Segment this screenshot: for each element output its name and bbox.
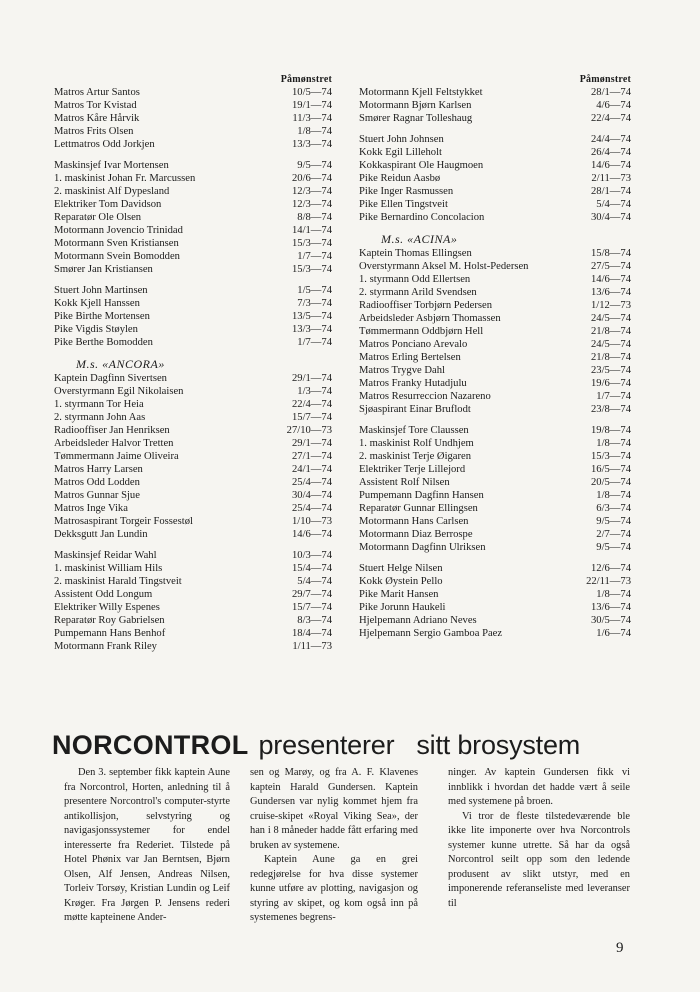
signed-on-date: 1/8—74: [297, 126, 332, 137]
crew-name: Smører Ragnar Tolleshaug: [359, 113, 473, 124]
crew-entry: [359, 172, 631, 185]
headline-end: sitt brosystem: [416, 730, 581, 760]
crew-entry: [54, 125, 332, 138]
crew-entry: [359, 312, 631, 325]
crew-list-right: [359, 74, 631, 640]
crew-name: Maskinsjef Reidar Wahl: [54, 550, 157, 561]
signed-on-date: 30/5—74: [590, 615, 631, 626]
crew-name: Pike Berthe Bomodden: [54, 337, 153, 348]
signed-on-date: 10/3—74: [291, 550, 332, 561]
crew-entry: [359, 627, 631, 640]
signed-on-date: 1/8—74: [596, 438, 631, 449]
crew-name: Smører Jan Kristiansen: [54, 264, 153, 275]
signed-on-date: 20/6—74: [291, 173, 332, 184]
crew-name: Matros Resurreccion Nazareno: [359, 391, 491, 402]
crew-name: Hjelpemann Adriano Neves: [359, 615, 477, 626]
crew-entry: [54, 476, 332, 489]
signed-on-date: 1/8—74: [596, 490, 631, 501]
crew-entry: [54, 640, 332, 653]
crew-name: Overstyrmann Egil Nikolaisen: [54, 386, 184, 397]
crew-entry: [359, 286, 631, 299]
crew-entry: [54, 372, 332, 385]
crew-entry: [359, 515, 631, 528]
article-paragraph: sen og Marøy, og fra A. F. Klavenes kaptein Harald Gundersen. Kaptein Gundersen var nylig kommet hjem fra cruise-skipet «Royal Viking Sea», der han i 8 måneder hadde fått erfaring med bruken av systemene.: [250, 767, 418, 851]
crew-name: Hjelpemann Sergio Gamboa Paez: [359, 628, 503, 639]
ship-heading: M.s. «ACINA»: [381, 232, 458, 246]
crew-entry: [359, 260, 631, 273]
column-header: Påmønstret: [280, 74, 332, 85]
signed-on-date: 23/8—74: [590, 404, 631, 415]
signed-on-date: 1/3—74: [297, 386, 332, 397]
crew-name: Motormann Svein Bomodden: [54, 251, 180, 262]
crew-name: Motormann Jovencio Trinidad: [54, 225, 183, 236]
crew-entry: [359, 198, 631, 211]
crew-entry: [359, 146, 631, 159]
signed-on-date: 9/5—74: [596, 516, 631, 527]
crew-entry: [54, 211, 332, 224]
crew-name: 1. styrmann Odd Ellertsen: [359, 274, 471, 285]
crew-name: 1. maskinist William Hils: [54, 563, 163, 574]
crew-entry: [359, 364, 631, 377]
crew-entry: [54, 450, 332, 463]
crew-entry: [359, 450, 631, 463]
crew-entry: [359, 502, 631, 515]
signed-on-date: 1/6—74: [596, 628, 631, 639]
signed-on-date: 14/1—74: [291, 225, 332, 236]
signed-on-date: 21/8—74: [590, 326, 631, 337]
signed-on-date: 6/3—74: [596, 503, 631, 514]
crew-entry: [54, 601, 332, 614]
crew-name: Pike Inger Rasmussen: [359, 186, 454, 197]
signed-on-date: 16/5—74: [590, 464, 631, 475]
crew-entry: [359, 390, 631, 403]
signed-on-date: 22/4—74: [590, 113, 631, 124]
signed-on-date: 15/3—74: [291, 238, 332, 249]
article-column-3: [448, 766, 630, 911]
crew-entry: [54, 185, 332, 198]
crew-entry: [54, 310, 332, 323]
ship-heading: M.s. «ANCORA»: [76, 357, 165, 371]
crew-entry: [54, 489, 332, 502]
crew-name: Stuert Helge Nilsen: [359, 563, 443, 574]
crew-name: Assistent Odd Longum: [54, 589, 153, 600]
signed-on-date: 27/5—74: [590, 261, 631, 272]
crew-entry: [359, 112, 631, 125]
signed-on-date: 24/5—74: [590, 339, 631, 350]
crew-name: Reparatør Gunnar Ellingsen: [359, 503, 478, 514]
signed-on-date: 1/7—74: [297, 337, 332, 348]
crew-entry: [54, 172, 332, 185]
crew-entry: [359, 159, 631, 172]
signed-on-date: 19/6—74: [590, 378, 631, 389]
crew-entry: [359, 541, 631, 554]
crew-name: 2. maskinist Alf Dypesland: [54, 186, 170, 197]
signed-on-date: 13/6—74: [590, 287, 631, 298]
article-headline: [52, 728, 632, 762]
crew-entry: [54, 224, 332, 237]
crew-entry: [359, 86, 631, 99]
signed-on-date: 12/3—74: [291, 186, 332, 197]
crew-name: Matros Gunnar Sjue: [54, 490, 140, 501]
crew-entry: [359, 247, 631, 260]
article-paragraph: Kaptein Aune ga en grei redegjørelse for hva disse systemer kunne utføre av plotting, navigasjon og styring av skipet, og kom også inn på systemenes begrens-: [250, 854, 418, 923]
crew-entry: [359, 476, 631, 489]
crew-entry: [359, 211, 631, 224]
signed-on-date: 15/8—74: [590, 248, 631, 259]
signed-on-date: 18/4—74: [291, 628, 332, 639]
crew-entry: [359, 562, 631, 575]
signed-on-date: 8/8—74: [297, 212, 332, 223]
crew-entry: [54, 575, 332, 588]
signed-on-date: 15/4—74: [291, 563, 332, 574]
crew-name: Radiooffiser Torbjørn Pedersen: [359, 300, 493, 311]
crew-name: Motormann Dagfinn Ulriksen: [359, 542, 486, 553]
signed-on-date: 21/8—74: [590, 352, 631, 363]
signed-on-date: 4/6—74: [596, 100, 631, 111]
signed-on-date: 14/6—74: [291, 529, 332, 540]
crew-entry: [359, 463, 631, 476]
signed-on-date: 30/4—74: [291, 490, 332, 501]
crew-entry: [359, 575, 631, 588]
crew-entry: [54, 502, 332, 515]
crew-entry: [54, 627, 332, 640]
signed-on-date: 1/7—74: [297, 251, 332, 262]
crew-name: Tømmermann Jaime Oliveira: [54, 451, 179, 462]
signed-on-date: 10/5—74: [291, 87, 332, 98]
crew-name: Matros Erling Bertelsen: [359, 352, 461, 363]
crew-name: Arbeidsleder Asbjørn Thomassen: [359, 313, 501, 324]
headline-mid: presenterer: [258, 730, 395, 760]
crew-entry: [54, 614, 332, 627]
crew-entry: [359, 403, 631, 416]
crew-name: Motormann Sven Kristiansen: [54, 238, 179, 249]
crew-entry: [54, 237, 332, 250]
signed-on-date: 19/8—74: [590, 425, 631, 436]
crew-entry: [54, 86, 332, 99]
crew-entry: [54, 112, 332, 125]
crew-entry: [54, 159, 332, 172]
crew-name: Motormann Frank Riley: [54, 641, 157, 652]
signed-on-date: 14/6—74: [590, 160, 631, 171]
crew-name: Pumpemann Dagfinn Hansen: [359, 490, 484, 501]
crew-name: Pike Birthe Mortensen: [54, 311, 150, 322]
crew-name: 1. styrmann Tor Heia: [54, 399, 144, 410]
article-column-1: Den 3. september fikk kaptein Aune fra Norcontrol, Horten, anledning til å presentere Norcontrol's computer-styrte antikollisjon, selvstyring og navigasjonssystemer for endel interesserte fra Rederiet. Tilstede på Hotel Phønix var Jan Berntsen, Bjørn Olsen, Alf Jensen, Andreas Nilsen, Torleiv Torsøy, Kristian Lundin og Leif Krøger. Fra Jørgen P. Jensens rederi møtte kapteinene Ander-: [64, 767, 230, 923]
crew-name: Overstyrmann Aksel M. Holst-Pedersen: [359, 261, 529, 272]
crew-name: Matrosaspirant Torgeir Fossestøl: [54, 516, 193, 527]
crew-name: Matros Franky Hutadjulu: [359, 378, 467, 389]
crew-entry: [359, 424, 631, 437]
crew-name: Kokk Øystein Pello: [359, 576, 443, 587]
crew-name: 2. maskinist Terje Øigaren: [359, 451, 472, 462]
crew-name: Motormann Bjørn Karlsen: [359, 100, 472, 111]
signed-on-date: 13/3—74: [291, 139, 332, 150]
crew-entry: [54, 323, 332, 336]
crew-entry: [359, 614, 631, 627]
crew-name: Motormann Kjell Feltstykket: [359, 87, 483, 98]
signed-on-date: 9/5—74: [596, 542, 631, 553]
crew-entry: [359, 133, 631, 146]
signed-on-date: 2/11—73: [591, 173, 631, 184]
signed-on-date: 1/5—74: [297, 285, 332, 296]
crew-entry: [54, 250, 332, 263]
signed-on-date: 7/3—74: [297, 298, 332, 309]
crew-name: Matros Kåre Hårvik: [54, 113, 140, 124]
signed-on-date: 25/4—74: [291, 503, 332, 514]
signed-on-date: 13/5—74: [291, 311, 332, 322]
crew-name: Kaptein Dagfinn Sivertsen: [54, 373, 167, 384]
crew-name: Pike Jorunn Haukeli: [359, 602, 446, 613]
crew-name: Tømmermann Oddbjørn Hell: [359, 326, 484, 337]
crew-name: 1. maskinist Johan Fr. Marcussen: [54, 173, 196, 184]
crew-list-left: [54, 74, 332, 653]
signed-on-date: 12/6—74: [590, 563, 631, 574]
signed-on-date: 1/10—73: [291, 516, 332, 527]
crew-name: Pike Vigdis Støylen: [54, 324, 138, 335]
crew-name: Radiooffiser Jan Henriksen: [54, 425, 170, 436]
crew-name: Pike Bernardino Concolacion: [359, 212, 485, 223]
signed-on-date: 26/4—74: [590, 147, 631, 158]
crew-entry: [54, 336, 332, 349]
crew-name: Matros Artur Santos: [54, 87, 140, 98]
signed-on-date: 2/7—74: [596, 529, 631, 540]
crew-entry: [54, 297, 332, 310]
crew-name: Lettmatros Odd Jorkjen: [54, 139, 155, 150]
crew-entry: [359, 528, 631, 541]
signed-on-date: 13/6—74: [590, 602, 631, 613]
crew-name: Matros Frits Olsen: [54, 126, 134, 137]
crew-name: Kokk Kjell Hanssen: [54, 298, 140, 309]
crew-name: Maskinsjef Ivar Mortensen: [54, 160, 169, 171]
crew-name: Assistent Rolf Nilsen: [359, 477, 450, 488]
crew-entry: [359, 273, 631, 286]
signed-on-date: 1/11—73: [292, 641, 332, 652]
crew-entry: [54, 398, 332, 411]
crew-entry: [54, 138, 332, 151]
crew-name: Motormann Hans Carlsen: [359, 516, 469, 527]
signed-on-date: 29/1—74: [291, 438, 332, 449]
signed-on-date: 22/11—73: [586, 576, 631, 587]
column-header: Påmønstret: [579, 74, 631, 85]
signed-on-date: 23/5—74: [590, 365, 631, 376]
crew-entry: [54, 411, 332, 424]
signed-on-date: 28/1—74: [590, 186, 631, 197]
crew-entry: [54, 437, 332, 450]
crew-entry: [54, 549, 332, 562]
crew-name: Kokk Egil Lilleholt: [359, 147, 442, 158]
crew-name: Elektriker Terje Lillejord: [359, 464, 466, 475]
crew-name: Arbeidsleder Halvor Tretten: [54, 438, 174, 449]
crew-name: Matros Tor Kvistad: [54, 100, 137, 111]
crew-entry: [54, 528, 332, 541]
crew-name: Dekksgutt Jan Lundin: [54, 529, 148, 540]
crew-name: 2. styrmann Arild Svendsen: [359, 287, 477, 298]
signed-on-date: 1/8—74: [596, 589, 631, 600]
crew-entry: [359, 377, 631, 390]
signed-on-date: 1/7—74: [596, 391, 631, 402]
crew-entry: [54, 198, 332, 211]
crew-entry: [359, 185, 631, 198]
signed-on-date: 11/3—74: [292, 113, 332, 124]
crew-name: Pumpemann Hans Benhof: [54, 628, 166, 639]
signed-on-date: 24/4—74: [590, 134, 631, 145]
signed-on-date: 8/3—74: [297, 615, 332, 626]
crew-entry: [54, 263, 332, 276]
crew-name: 2. styrmann John Aas: [54, 412, 146, 423]
signed-on-date: 24/5—74: [590, 313, 631, 324]
signed-on-date: 25/4—74: [291, 477, 332, 488]
crew-name: Pike Reidun Aasbø: [359, 173, 441, 184]
crew-name: Stuert John Martinsen: [54, 285, 148, 296]
crew-entry: [54, 588, 332, 601]
signed-on-date: 13/3—74: [291, 324, 332, 335]
crew-entry: [359, 325, 631, 338]
crew-name: 1. maskinist Rolf Undhjem: [359, 438, 474, 449]
signed-on-date: 15/7—74: [291, 412, 332, 423]
signed-on-date: 30/4—74: [590, 212, 631, 223]
signed-on-date: 12/3—74: [291, 199, 332, 210]
crew-entry: [54, 463, 332, 476]
crew-name: Stuert John Johnsen: [359, 134, 444, 145]
crew-name: Pike Marit Hansen: [359, 589, 439, 600]
crew-name: Motormann Diaz Berrospe: [359, 529, 473, 540]
crew-name: Kaptein Thomas Ellingsen: [359, 248, 472, 259]
crew-name: Matros Inge Vika: [54, 503, 128, 514]
signed-on-date: 28/1—74: [590, 87, 631, 98]
crew-entry: [54, 385, 332, 398]
signed-on-date: 19/1—74: [291, 100, 332, 111]
crew-name: Reparatør Ole Olsen: [54, 212, 142, 223]
crew-entry: [359, 351, 631, 364]
signed-on-date: 20/5—74: [590, 477, 631, 488]
signed-on-date: 14/6—74: [590, 274, 631, 285]
signed-on-date: 29/1—74: [291, 373, 332, 384]
crew-name: Reparatør Roy Gabrielsen: [54, 615, 165, 626]
crew-entry: [359, 601, 631, 614]
article-paragraph: ninger. Av kaptein Gundersen fikk vi innblikk i hvordan det hadde vært å seile med systemene på broen.: [448, 767, 630, 807]
signed-on-date: 27/1—74: [291, 451, 332, 462]
crew-name: Kokkaspirant Ole Haugmoen: [359, 160, 484, 171]
crew-name: Maskinsjef Tore Claussen: [359, 425, 469, 436]
crew-entry: [359, 437, 631, 450]
signed-on-date: 5/4—74: [297, 576, 332, 587]
signed-on-date: 9/5—74: [297, 160, 332, 171]
signed-on-date: 29/7—74: [291, 589, 332, 600]
crew-entry: [54, 424, 332, 437]
signed-on-date: 15/3—74: [291, 264, 332, 275]
crew-name: Matros Odd Lodden: [54, 477, 140, 488]
article-paragraph: Vi tror de fleste tilstedeværende ble ikke lite imponerte over hva Norcontrols systemer kunne utrette. Så har da også Norcontrol seilt opp som den ledende produsent av slikt utstyr, med en imponerende referanseliste med leveranser til: [448, 810, 630, 909]
crew-name: 2. maskinist Harald Tingstveit: [54, 576, 182, 587]
crew-entry: [359, 99, 631, 112]
crew-entry: [359, 588, 631, 601]
crew-entry: [359, 299, 631, 312]
crew-entry: [54, 284, 332, 297]
signed-on-date: 27/10—73: [286, 425, 332, 436]
crew-name: Elektriker Willy Espenes: [54, 602, 160, 613]
crew-name: Matros Ponciano Arevalo: [359, 339, 468, 350]
signed-on-date: 15/7—74: [291, 602, 332, 613]
signed-on-date: 5/4—74: [596, 199, 631, 210]
crew-name: Matros Harry Larsen: [54, 464, 143, 475]
crew-name: Elektriker Tom Davidson: [54, 199, 162, 210]
page-number: 9: [616, 940, 624, 956]
crew-name: Sjøaspirant Einar Bruflodt: [359, 404, 471, 415]
crew-entry: [54, 515, 332, 528]
crew-name: Matros Trygve Dahl: [359, 365, 445, 376]
headline-brand: NORCONTROL: [52, 730, 249, 760]
crew-entry: [54, 99, 332, 112]
article-column-2: [250, 766, 418, 926]
crew-entry: [54, 562, 332, 575]
crew-entry: [359, 489, 631, 502]
crew-name: Pike Ellen Tingstveit: [359, 199, 448, 210]
signed-on-date: 24/1—74: [291, 464, 332, 475]
signed-on-date: 22/4—74: [291, 399, 332, 410]
signed-on-date: 1/12—73: [590, 300, 631, 311]
signed-on-date: 15/3—74: [590, 451, 631, 462]
crew-entry: [359, 338, 631, 351]
